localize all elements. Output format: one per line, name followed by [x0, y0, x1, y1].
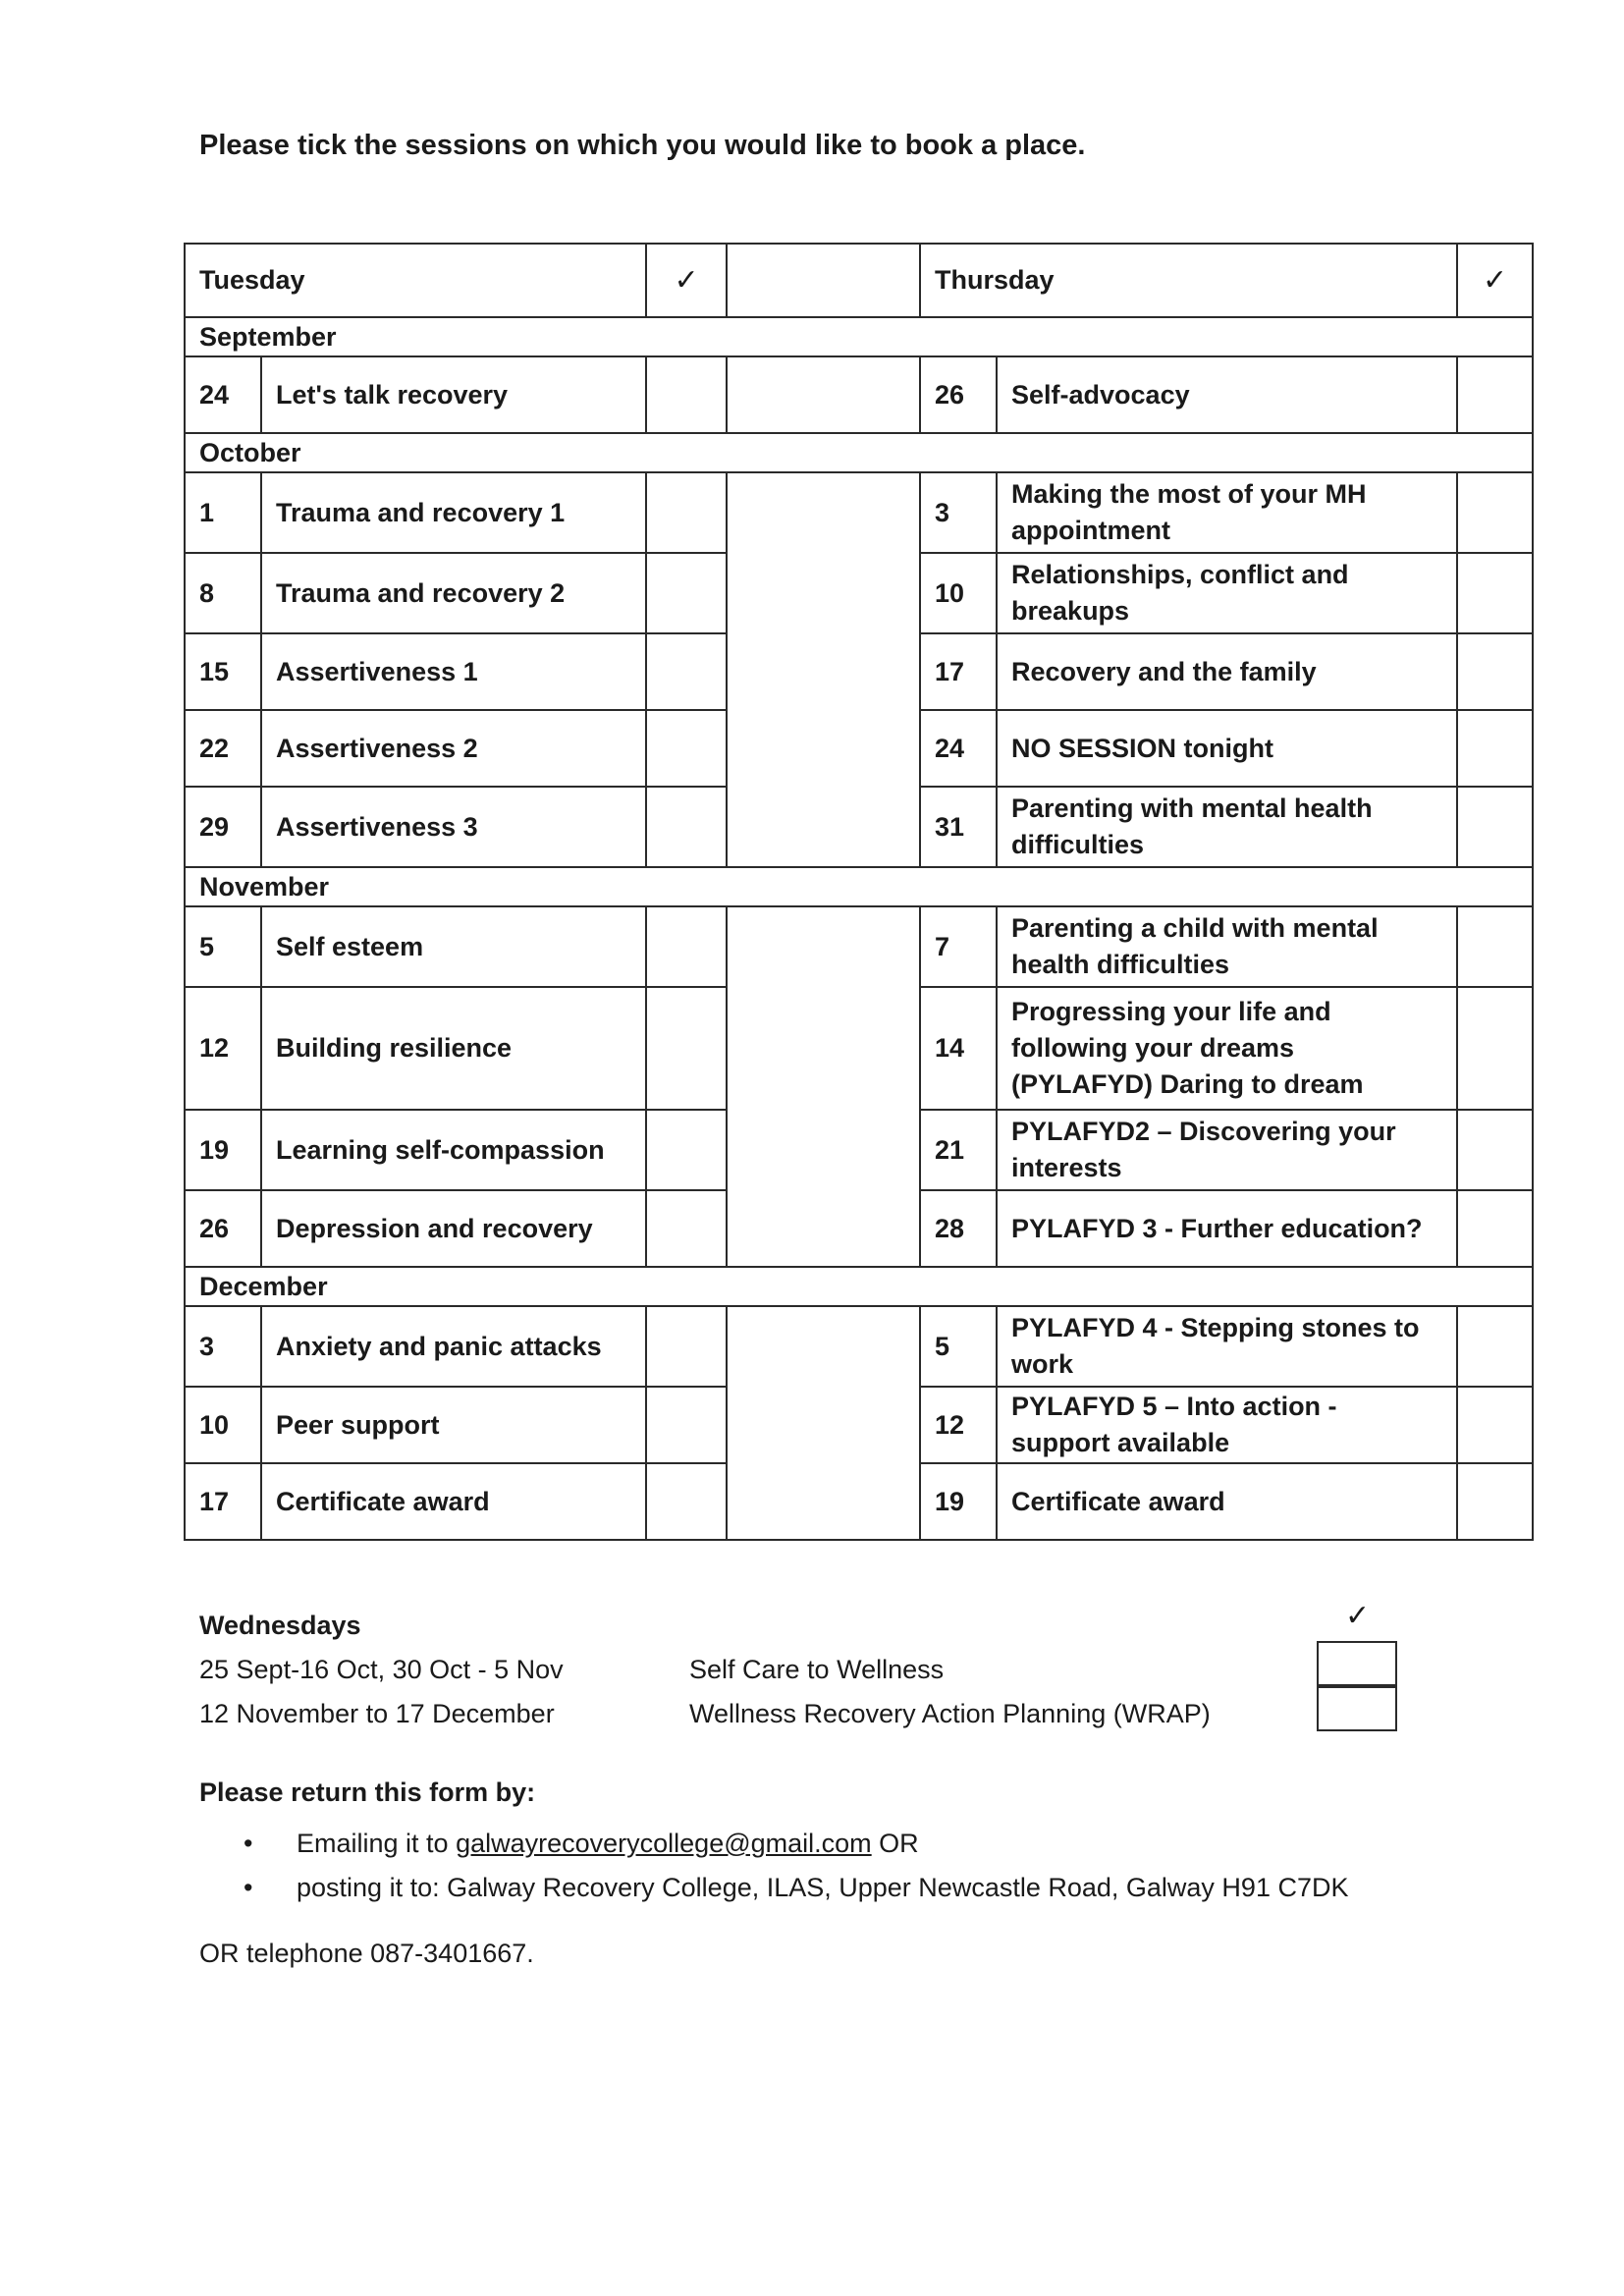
- post-address: posting it to: Galway Recovery College, ILAS, Upper Newcastle Road, Galway H91 C7DK: [297, 1873, 1349, 1902]
- thursday-session-title: PYLAFYD 4 - Stepping stones to work: [997, 1306, 1457, 1387]
- tuesday-tick-box[interactable]: [646, 356, 727, 433]
- thursday-tick-box[interactable]: [1457, 633, 1533, 710]
- tuesday-session-title: Self esteem: [261, 906, 646, 987]
- wednesday-courses: [689, 1648, 1211, 1736]
- thursday-date: 17: [920, 633, 997, 710]
- thursday-tick-box[interactable]: [1457, 1463, 1533, 1540]
- wednesday-checkbox-self-care[interactable]: [1317, 1641, 1397, 1686]
- tuesday-session-title: Peer support: [261, 1387, 646, 1463]
- tuesday-session-title: Trauma and recovery 2: [261, 553, 646, 633]
- tuesday-date: 3: [185, 1306, 261, 1387]
- session-row: [185, 356, 1533, 433]
- wednesday-tick-mark: ✓: [1345, 1600, 1371, 1632]
- tuesday-header: Tuesday: [185, 244, 646, 317]
- tuesday-date: 19: [185, 1110, 261, 1190]
- thursday-tick-box[interactable]: [1457, 472, 1533, 553]
- table-body: [185, 244, 1533, 1540]
- tuesday-date: 12: [185, 987, 261, 1110]
- session-row: [185, 906, 1533, 987]
- month-label: September: [185, 317, 1533, 356]
- wednesday-dates-1: 25 Sept-16 Oct, 30 Oct - 5 Nov: [199, 1655, 564, 1684]
- thursday-date: 28: [920, 1190, 997, 1267]
- session-row: [185, 1306, 1533, 1387]
- tuesday-session-title: Anxiety and panic attacks: [261, 1306, 646, 1387]
- thursday-date: 12: [920, 1387, 997, 1463]
- tuesday-session-title: Depression and recovery: [261, 1190, 646, 1267]
- bullet-icon: •: [244, 1873, 253, 1902]
- thursday-tick-box[interactable]: [1457, 1306, 1533, 1387]
- tuesday-tick-box[interactable]: [646, 1387, 727, 1463]
- thursday-session-title: Self-advocacy: [997, 356, 1457, 433]
- tuesday-session-title: Trauma and recovery 1: [261, 472, 646, 553]
- thursday-date: 31: [920, 787, 997, 867]
- column-gap: [727, 1306, 920, 1540]
- tuesday-tick-box[interactable]: [646, 1463, 727, 1540]
- thursday-tick-box[interactable]: [1457, 1110, 1533, 1190]
- instructions-text: Please tick the sessions on which you would like to book a place.: [199, 130, 1086, 161]
- thursday-tick-header: ✓: [1457, 244, 1533, 317]
- tuesday-date: 8: [185, 553, 261, 633]
- tuesday-date: 24: [185, 356, 261, 433]
- month-label: October: [185, 433, 1533, 472]
- tuesday-tick-box[interactable]: [646, 787, 727, 867]
- tuesday-tick-box[interactable]: [646, 1110, 727, 1190]
- month-header-row: [185, 317, 1533, 356]
- thursday-date: 3: [920, 472, 997, 553]
- column-gap: [727, 472, 920, 867]
- thursday-session-title: Certificate award: [997, 1463, 1457, 1540]
- tuesday-tick-box[interactable]: [646, 987, 727, 1110]
- thursday-session-title: Progressing your life and following your dreams (PYLAFYD) Daring to dream: [997, 987, 1457, 1110]
- email-link[interactable]: galwayrecoverycollege@gmail.com: [456, 1829, 872, 1858]
- return-method-post: [244, 1866, 1348, 1910]
- tuesday-tick-header: ✓: [646, 244, 727, 317]
- tuesday-tick-box[interactable]: [646, 553, 727, 633]
- tuesday-session-title: Learning self-compassion: [261, 1110, 646, 1190]
- thursday-session-title: NO SESSION tonight: [997, 710, 1457, 787]
- return-heading: Please return this form by:: [199, 1777, 536, 1807]
- tuesday-tick-box[interactable]: [646, 1190, 727, 1267]
- tuesday-session-title: Assertiveness 1: [261, 633, 646, 710]
- thursday-session-title: Recovery and the family: [997, 633, 1457, 710]
- thursday-session-title: PYLAFYD 3 - Further education?: [997, 1190, 1457, 1267]
- wednesday-dates-2: 12 November to 17 December: [199, 1699, 555, 1728]
- thursday-header: Thursday: [920, 244, 1457, 317]
- thursday-session-title: PYLAFYD 5 – Into action - support available: [997, 1387, 1457, 1463]
- month-header-row: [185, 867, 1533, 906]
- tuesday-tick-box[interactable]: [646, 710, 727, 787]
- email-suffix: OR: [871, 1829, 919, 1858]
- return-methods-list: [244, 1822, 1348, 1910]
- tuesday-date: 10: [185, 1387, 261, 1463]
- thursday-date: 7: [920, 906, 997, 987]
- tuesday-tick-box[interactable]: [646, 472, 727, 553]
- tuesday-date: 29: [185, 787, 261, 867]
- month-label: November: [185, 867, 1533, 906]
- tuesday-date: 1: [185, 472, 261, 553]
- month-label: December: [185, 1267, 1533, 1306]
- wednesday-course-1: Self Care to Wellness: [689, 1655, 945, 1684]
- thursday-tick-box[interactable]: [1457, 1387, 1533, 1463]
- thursday-date: 26: [920, 356, 997, 433]
- thursday-date: 19: [920, 1463, 997, 1540]
- month-header-row: [185, 1267, 1533, 1306]
- thursday-session-title: Making the most of your MH appointment: [997, 472, 1457, 553]
- tuesday-session-title: Assertiveness 3: [261, 787, 646, 867]
- wednesdays-heading: Wednesdays: [199, 1611, 361, 1640]
- return-method-email: [244, 1822, 1348, 1866]
- thursday-tick-box[interactable]: [1457, 987, 1533, 1110]
- thursday-session-title: PYLAFYD2 – Discovering your interests: [997, 1110, 1457, 1190]
- table-header-row: [185, 244, 1533, 317]
- tuesday-date: 17: [185, 1463, 261, 1540]
- bullet-icon: •: [244, 1829, 253, 1858]
- thursday-date: 21: [920, 1110, 997, 1190]
- column-gap: [727, 356, 920, 433]
- telephone-text: OR telephone 087-3401667.: [199, 1939, 534, 1968]
- thursday-date: 14: [920, 987, 997, 1110]
- thursday-session-title: Parenting with mental health difficulties: [997, 787, 1457, 867]
- thursday-tick-box[interactable]: [1457, 553, 1533, 633]
- wednesday-course-2: Wellness Recovery Action Planning (WRAP): [689, 1699, 1211, 1728]
- thursday-session-title: Relationships, conflict and breakups: [997, 553, 1457, 633]
- email-prefix: Emailing it to: [297, 1829, 457, 1858]
- thursday-tick-box[interactable]: [1457, 1190, 1533, 1267]
- tuesday-tick-box[interactable]: [646, 633, 727, 710]
- tuesday-session-title: Assertiveness 2: [261, 710, 646, 787]
- column-gap: [727, 244, 920, 317]
- thursday-tick-box[interactable]: [1457, 906, 1533, 987]
- tuesday-session-title: Building resilience: [261, 987, 646, 1110]
- tuesday-date: 22: [185, 710, 261, 787]
- thursday-tick-box[interactable]: [1457, 787, 1533, 867]
- tuesday-tick-box[interactable]: [646, 906, 727, 987]
- thursday-date: 10: [920, 553, 997, 633]
- tuesday-session-title: Let's talk recovery: [261, 356, 646, 433]
- thursday-tick-box[interactable]: [1457, 356, 1533, 433]
- column-gap: [727, 906, 920, 1267]
- wednesday-checkbox-wrap[interactable]: [1317, 1686, 1397, 1731]
- session-booking-table: [184, 243, 1534, 1541]
- thursday-tick-box[interactable]: [1457, 710, 1533, 787]
- wednesdays-section: [199, 1604, 564, 1736]
- thursday-session-title: Parenting a child with mental health difficulties: [997, 906, 1457, 987]
- session-row: [185, 472, 1533, 553]
- tuesday-session-title: Certificate award: [261, 1463, 646, 1540]
- tuesday-date: 5: [185, 906, 261, 987]
- tuesday-tick-box[interactable]: [646, 1306, 727, 1387]
- tuesday-date: 15: [185, 633, 261, 710]
- thursday-date: 5: [920, 1306, 997, 1387]
- tuesday-date: 26: [185, 1190, 261, 1267]
- month-header-row: [185, 433, 1533, 472]
- thursday-date: 24: [920, 710, 997, 787]
